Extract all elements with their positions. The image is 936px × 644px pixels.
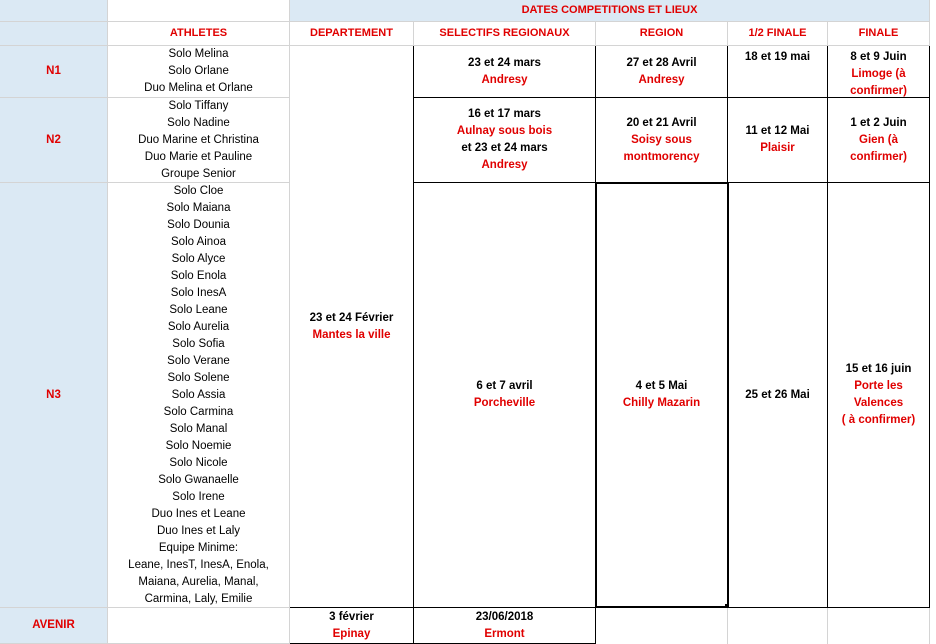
header-demi-finale[interactable] <box>728 22 828 46</box>
region-n2-place: Soisy sous montmorency <box>623 133 700 163</box>
corner-cell-b1[interactable] <box>108 0 290 22</box>
athlete-entry: Solo Orlane <box>168 65 229 77</box>
athlete-entry: Solo Gwanaelle <box>158 473 239 486</box>
athlete-entry: Solo Dounia <box>167 218 230 231</box>
selectifs-n1-date: 23 et 24 mars <box>468 56 541 69</box>
header-departement[interactable] <box>290 22 414 46</box>
athlete-entry: Equipe Minime: <box>158 541 239 554</box>
header-selectifs-label: SELECTIFS REGIONAUX <box>439 27 570 39</box>
demi-finale-n3-date: 25 et 26 Mai <box>745 388 810 401</box>
header-athletes-label: ATHLETES <box>169 27 228 39</box>
selectifs-avenir[interactable] <box>414 608 596 644</box>
athlete-entry: Duo Ines et Leane <box>151 507 246 520</box>
demi-finale-avenir[interactable] <box>728 608 828 644</box>
departement-shared-date: 23 et 24 Février <box>309 311 394 324</box>
departement-shared[interactable] <box>290 46 414 608</box>
departement-avenir-date: 3 février <box>329 610 374 623</box>
selection-border-left <box>595 182 597 608</box>
athlete-entry: Solo Tiffany <box>168 99 229 112</box>
selectifs-n2-date1: 16 et 17 mars <box>468 108 541 120</box>
selectifs-avenir-date: 23/06/2018 <box>475 610 534 623</box>
finale-avenir[interactable] <box>828 608 930 644</box>
region-avenir[interactable] <box>596 608 728 644</box>
finale-n2[interactable] <box>828 98 930 183</box>
selectifs-n3-place: Porcheville <box>473 397 536 409</box>
athlete-entry: Solo Enola <box>170 269 227 282</box>
demi-finale-n1[interactable] <box>728 46 828 98</box>
athletes-n1[interactable] <box>108 46 290 98</box>
demi-finale-n2[interactable] <box>728 98 828 183</box>
row-label-n1-text: N1 <box>46 65 61 77</box>
selectifs-n3[interactable] <box>414 183 596 608</box>
corner-cell-a1[interactable] <box>0 0 108 22</box>
finale-n3-place: Porte les Valences <box>853 380 904 409</box>
athlete-entry: Solo Leane <box>169 303 228 316</box>
header-athletes[interactable] <box>108 22 290 46</box>
athlete-entry: Solo Irene <box>172 490 225 503</box>
athlete-entry: Duo Melina et Orlane <box>144 82 253 94</box>
selectifs-n2[interactable] <box>414 98 596 183</box>
athlete-entry: Solo Cloe <box>173 184 224 197</box>
selectifs-n1[interactable] <box>414 46 596 98</box>
selectifs-avenir-place: Ermont <box>484 627 525 640</box>
row-label-n2[interactable] <box>0 98 108 183</box>
selection-border-top <box>595 182 729 184</box>
demi-finale-n2-date: 11 et 12 Mai <box>745 125 810 137</box>
row-label-n2-text: N2 <box>46 133 61 146</box>
athlete-entry: Solo Nadine <box>167 116 230 129</box>
dates-group-header[interactable] <box>290 0 930 22</box>
row-label-avenir-text: AVENIR <box>32 619 75 631</box>
departement-shared-place: Mantes la ville <box>312 328 391 341</box>
athlete-entry: Duo Marie et Pauline <box>144 150 253 163</box>
athlete-entry: Solo Solene <box>167 371 230 384</box>
selection-border-bottom <box>595 606 729 608</box>
athlete-entry: Leane, InesT, InesA, Enola, <box>128 558 269 571</box>
row-label-n3[interactable] <box>0 183 108 608</box>
demi-finale-n3[interactable] <box>728 183 828 608</box>
header-demi-finale-label: 1/2 FINALE <box>748 27 807 39</box>
athlete-entry: Solo Carmina <box>163 405 234 418</box>
demi-finale-n2-place: Plaisir <box>760 142 795 154</box>
region-n2-date: 20 et 21 Avril <box>626 116 697 129</box>
region-n1-date: 27 et 28 Avril <box>626 56 697 69</box>
region-n3-date: 4 et 5 Mai <box>635 380 688 392</box>
selectifs-n3-date: 6 et 7 avril <box>476 380 533 392</box>
region-n3[interactable] <box>596 183 728 608</box>
athlete-entry: Solo Nicole <box>169 456 228 469</box>
athlete-entry: Solo InesA <box>170 286 227 299</box>
athlete-entry: Maiana, Aurelia, Manal, <box>138 575 259 588</box>
corner-cell-a2[interactable] <box>0 22 108 46</box>
athletes-n2[interactable] <box>108 98 290 183</box>
athletes-n3[interactable] <box>108 183 290 608</box>
athlete-entry: Duo Marine et Christina <box>138 133 259 146</box>
region-n1[interactable] <box>596 46 728 98</box>
finale-n3[interactable] <box>828 183 930 608</box>
athlete-entry: Carmina, Laly, Emilie <box>144 592 253 605</box>
athlete-entry: Solo Melina <box>168 48 229 60</box>
selectifs-n2-place2: Andresy <box>481 159 528 171</box>
finale-n2-place: Gien (à confirmer) <box>850 133 907 163</box>
finale-n1-date: 8 et 9 Juin <box>850 51 907 63</box>
athlete-entry: Solo Assia <box>171 388 226 401</box>
athletes-avenir[interactable] <box>108 608 290 644</box>
athlete-entry: Solo Ainoa <box>171 235 226 248</box>
header-region-label: REGION <box>639 27 684 39</box>
athlete-entry: Solo Manal <box>169 422 228 435</box>
finale-n3-date: 15 et 16 juin <box>845 363 912 375</box>
selectifs-n2-place1: Aulnay sous bois <box>456 125 553 137</box>
athlete-entry: Groupe Senior <box>161 167 236 180</box>
selection-border-right <box>727 182 729 608</box>
header-region[interactable] <box>596 22 728 46</box>
row-label-n3-text: N3 <box>46 388 61 401</box>
athlete-entry: Solo Alyce <box>171 252 226 265</box>
dates-group-title: DATES COMPETITIONS ET LIEUX <box>521 4 698 16</box>
demi-finale-n1-date: 18 et 19 mai <box>744 51 811 63</box>
athlete-entry: Duo Ines et Laly <box>156 524 241 537</box>
departement-avenir[interactable] <box>290 608 414 644</box>
departement-avenir-place: Epinay <box>332 627 371 640</box>
region-n2[interactable] <box>596 98 728 183</box>
selectifs-n1-place: Andresy <box>481 73 528 86</box>
athlete-entry: Solo Verane <box>167 354 230 367</box>
athlete-entry: Solo Noemie <box>165 439 232 452</box>
header-departement-label: DEPARTEMENT <box>310 27 393 39</box>
finale-n1[interactable] <box>828 46 930 98</box>
selectifs-n2-date2: et 23 et 24 mars <box>461 142 548 154</box>
header-finale[interactable] <box>828 22 930 46</box>
header-selectifs[interactable] <box>414 22 596 46</box>
region-n1-place: Andresy <box>638 73 685 86</box>
header-finale-label: FINALE <box>858 27 899 39</box>
fill-handle[interactable] <box>725 604 729 608</box>
row-label-n1[interactable] <box>0 46 108 98</box>
finale-n2-date: 1 et 2 Juin <box>850 116 907 129</box>
athlete-entry: Solo Sofia <box>172 337 225 350</box>
athlete-entry: Solo Aurelia <box>167 320 230 333</box>
region-n3-place: Chilly Mazarin <box>622 397 701 409</box>
athlete-entry: Solo Maiana <box>166 201 231 214</box>
finale-n1-place: Limoge (à confirmer) <box>850 68 907 97</box>
row-label-avenir[interactable] <box>0 608 108 644</box>
finale-n3-note: ( à confirmer) <box>841 414 916 426</box>
